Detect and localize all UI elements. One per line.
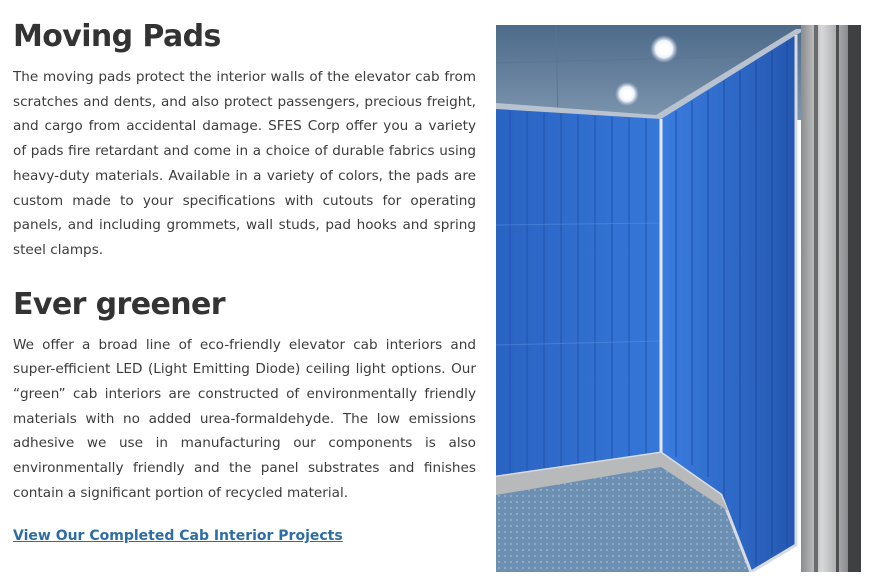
content-column <box>13 16 476 544</box>
ever-greener-heading: Ever greener <box>13 286 225 322</box>
moving-pads-paragraph: The moving pads protect the interior walls of the elevator cab from scratches and dents, and also protect passengers, precious freight, and cargo from accidental damage. SFES Corp offer you a variety of pads fire retardant and come in a choice of durable fabrics using heavy-duty materials. Available in a variety of colors, the pads are custom made to your specifications with cutouts for operating panels, and including grommets, wall studs, pad hooks and spring steel clamps. <box>13 69 476 258</box>
view-projects-link[interactable]: View Our Completed Cab Interior Projects <box>13 527 343 544</box>
moving-pads-heading: Moving Pads <box>13 19 221 54</box>
elevator-cab-photo <box>496 25 861 572</box>
ever-greener-paragraph: We offer a broad line of eco-friendly elevator cab interiors and super-efficient LED (Light Emitting Diode) ceiling light options. Our “green” cab interiors are constructed of environmentally friendly materials with no added urea-formaldehyde. The low emissions adhesive we use in manufacturing our components is also environmentally friendly and the panel substrates and finishes contain a significant portion of recycled material. <box>13 336 476 501</box>
